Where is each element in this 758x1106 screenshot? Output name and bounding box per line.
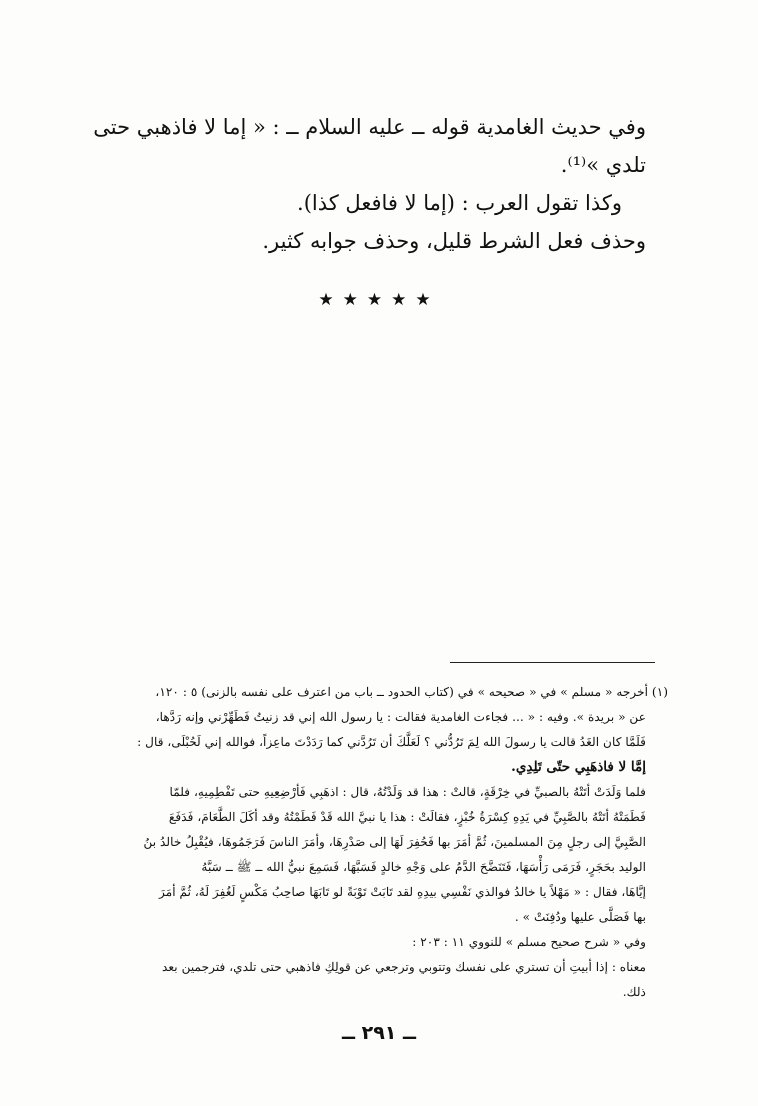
footnote-line: ذلك. [622,985,646,999]
footnote-line: فلما وَلَدَتْ أتَتْهُ بالصبيِّ في خِرْقَةٍ، قالتْ : هذا قد وَلَدْتُهُ، قال : اذهَبِي فَأرْضِعِيهِ حتى تَفْطِمِيهِ، فلمّا [169,785,646,799]
main-text-line: وكذا تقول العرب : (إما لا فافعل كذا). [297,191,622,215]
footnote-line: الصَّبِيَّ إلى رجلٍ مِنَ المسلمينَ، ثُمَّ أمَرَ بها فَحُفِرَ لَهَا إلى صَدْرِهَا، وأمَرَ الناسَ فَرَجَمُوهَا، فيُقْبِلُ خالدُ بنُ [143,835,646,849]
footnotes [90,680,668,1005]
footnote-line: فَلَمَّا كان الغَدُ قالت يا رسولَ الله لِمَ تَرُدُّني ؟ لَعَلَّكَ أن تَرُدَّني كما رَدَدْتَ ماعِزاً، فوالله إني لَحُبْلَى، قال : [137,735,646,749]
main-text-line: وحذف فعل الشرط قليل، وحذف جوابه كثير. [262,229,646,253]
footnote-line: عن « بريدة ». وفيه : « ... فجاءت الغامدية فقالت : يا رسول الله إني قد زنيتُ فَطَهِّرْني وإنه رَدَّها، [155,710,646,724]
footnote-line: فَطَمَتْهُ أتَتْهُ بالصَّبِيِّ في يَدِهِ كِسْرَةُ خُبْزٍ، فقالَتْ : هذا يا نبيَّ الله قَدْ فَطَمْتُهُ وقد أكَلَ الطَّعَامَ، فَدَفَعَ [168,810,646,824]
footnote-line: معناه : إذا أبيتِ أن تستري على نفسك وتتوبي وترجعي عن قولِكِ فاذهبي حتى تلدي، فترجمين بعد [162,960,646,974]
main-text-line: وفي حديث الغامدية قوله ــ عليه السلام ــ : « إما لا فاذهبي حتى [93,115,646,139]
page-number: ــ ٢٩١ ــ [341,1022,416,1044]
main-body-text [92,108,646,260]
footnote-line: (١) أخرجه « مسلم » في « صحيحه » في (كتاب الحدود ــ باب من اعترف على نفسه بالزنى) ٥ : ١٢٠، [155,685,668,699]
footnote-line: إيَّاهَا، فقال : « مَهْلاً يا خالدُ فوالذي نَفْسِي بيدِهِ لقد تَابَتْ تَوْبَةً لو تَابَهَا صاحِبُ مَكْسٍ لَغُفِرَ لَهُ، ثُمَّ أمَرَ [158,885,646,899]
footnote-line: بها فَصَلَّى عليها ودُفِنَتْ » . [514,910,646,924]
section-divider-stars: ★★★★★ [318,290,440,310]
footnote-line: إمَّا لا فاذهَبِي حتّى تَلِدِي. [511,759,646,775]
footnote-rule [450,662,655,663]
footnote-line: وفي « شرح صحيح مسلم » للنووي ١١ : ٢٠٣ : [412,935,646,949]
footnote-line: الوليد بحَجَرٍ، فَرَمَى رَأْسَهَا، فَتَنَضَّحَ الدَّمُ على وَجْهِ خالدٍ فَسَبَّهَا، فَسَمِعَ نبيُّ الله ــ ﷺ ــ سَبَّهُ [201,860,646,874]
main-text-line: تلدي »⁽¹⁾. [560,153,646,177]
